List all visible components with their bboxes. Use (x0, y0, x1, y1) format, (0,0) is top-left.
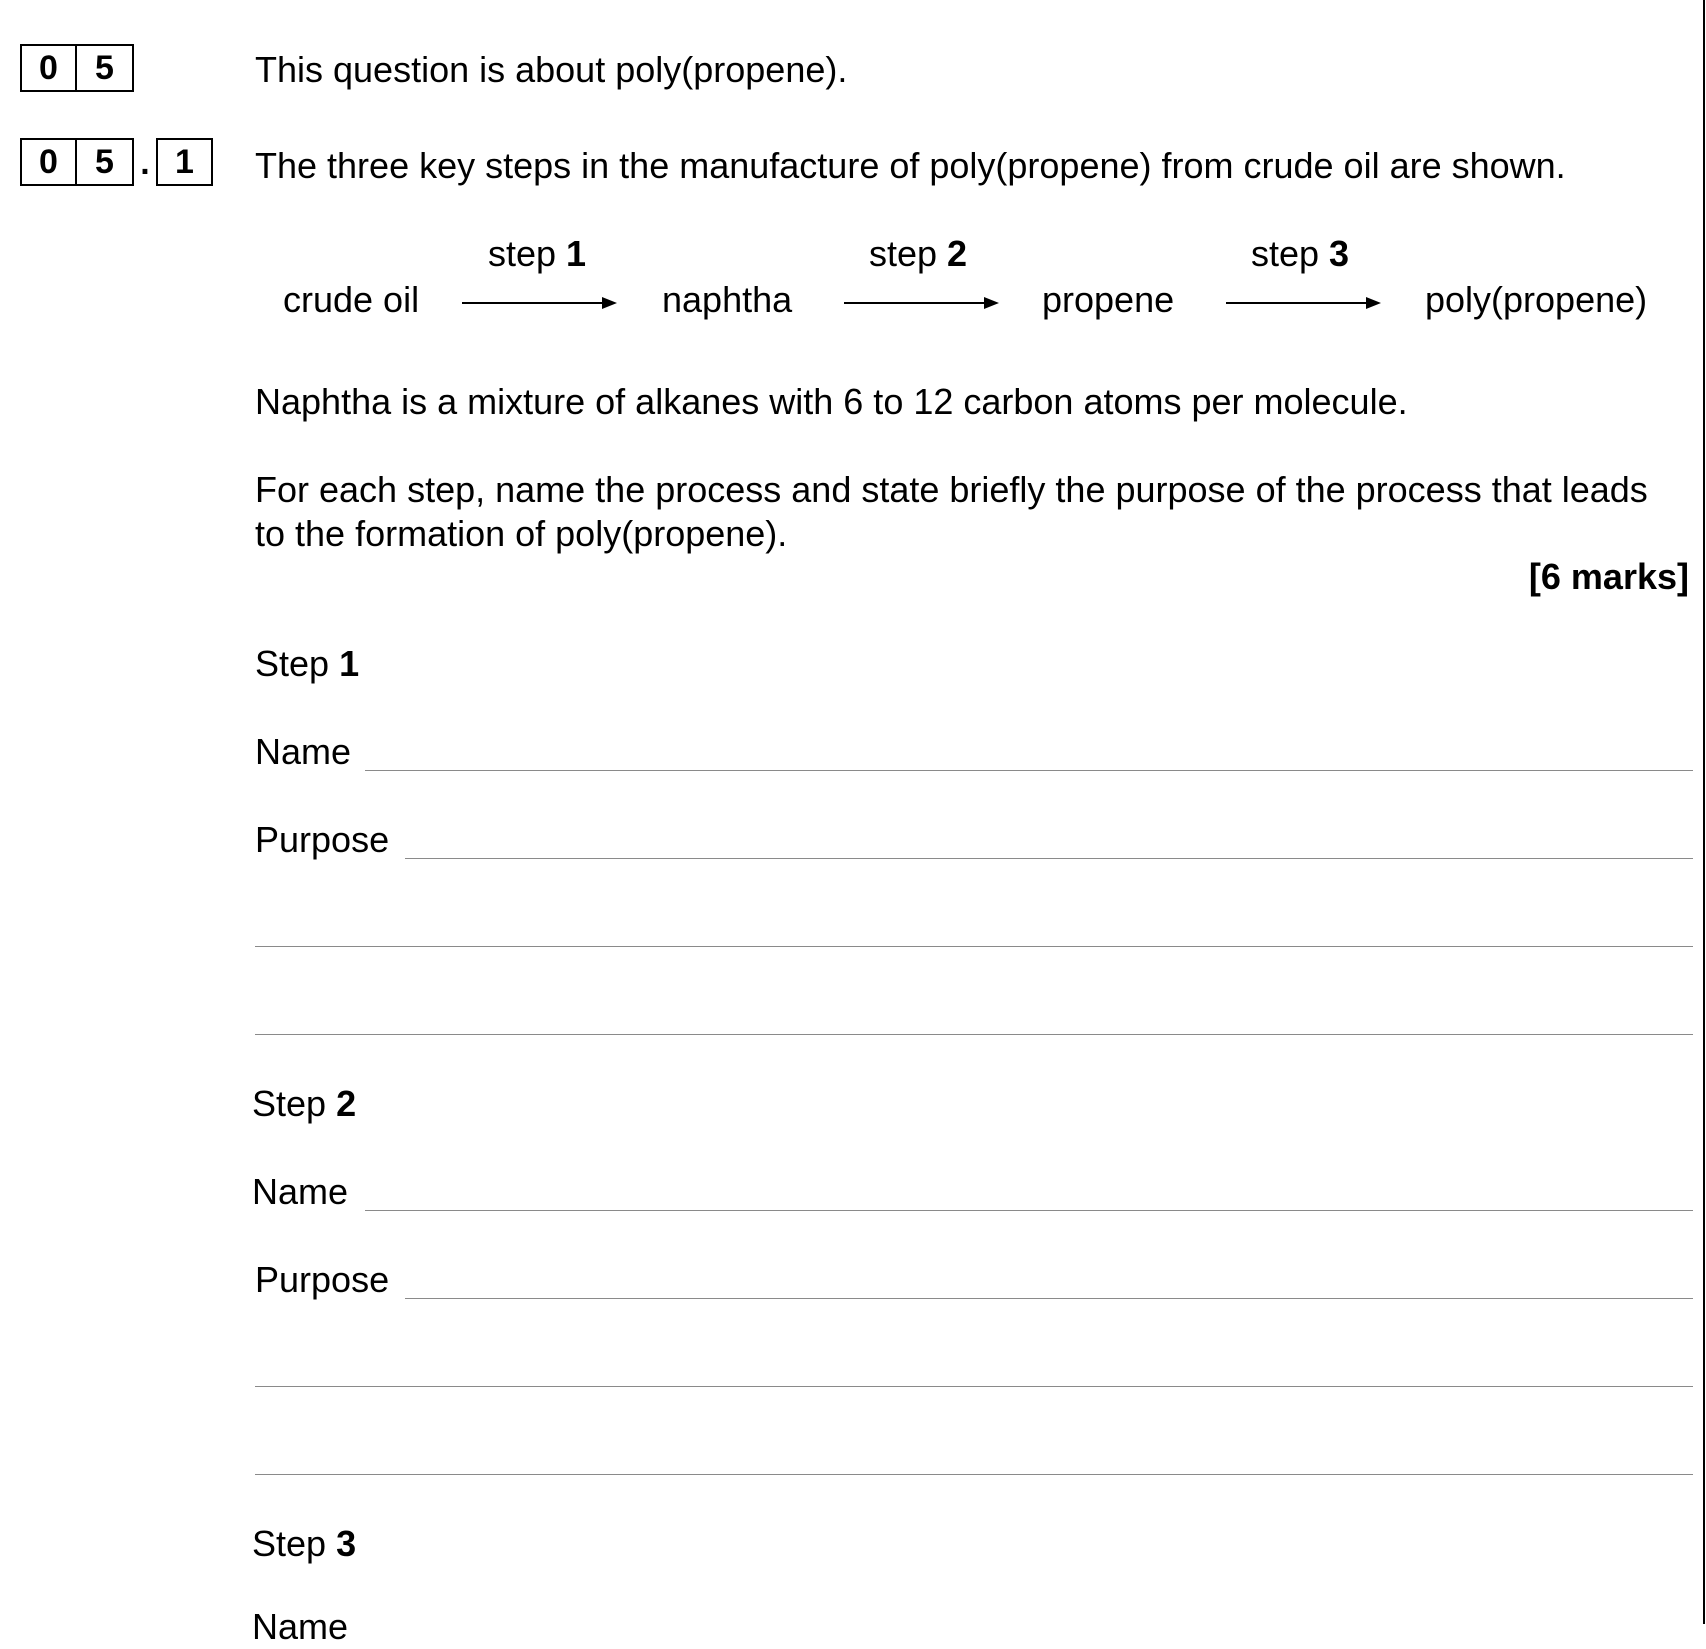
part-number-box (20, 138, 213, 188)
part-intro: The three key steps in the manufacture of poly(propene) from crude oil are shown. (255, 145, 1566, 186)
name-label: Name (252, 1171, 349, 1212)
name-label: Name (255, 731, 352, 772)
arrow-step-3-icon (1226, 296, 1381, 310)
substance-polypropene: poly(propene) (1425, 279, 1648, 320)
question-digit: 5 (77, 44, 134, 92)
purpose-answer-line[interactable] (405, 1298, 1693, 1299)
marks-label: [6 marks] (1528, 556, 1689, 597)
question-stem: This question is about poly(propene). (255, 49, 848, 90)
question-digit: 0 (20, 44, 77, 92)
arrow-step-1-icon (462, 296, 617, 310)
answer-line[interactable] (255, 1386, 1693, 1387)
purpose-label: Purpose (255, 819, 390, 860)
part-dot: . (140, 144, 150, 182)
name-answer-line[interactable] (365, 1210, 1693, 1211)
info-naphtha: Naphtha is a mixture of alkanes with 6 to 12 carbon atoms per molecule. (255, 381, 1408, 422)
purpose-label: Purpose (255, 1259, 390, 1300)
flow-step-2-label: step 2 (868, 233, 968, 274)
arrow-step-2-icon (844, 296, 999, 310)
step-heading: Step 2 (252, 1083, 357, 1124)
step-heading: Step 1 (255, 643, 360, 684)
substance-crude-oil: crude oil (283, 279, 420, 320)
page-right-border (1703, 0, 1705, 1624)
step-heading: Step 3 (252, 1523, 357, 1564)
answer-line[interactable] (255, 1474, 1693, 1475)
name-answer-line[interactable] (365, 770, 1693, 771)
answer-line[interactable] (255, 946, 1693, 947)
instruction-text: For each step, name the process and state briefly the purpose of the process that leads to the formation of poly(propene). (255, 469, 1648, 554)
answer-line[interactable] (255, 1034, 1693, 1035)
flow-step-1-label: step 1 (487, 233, 587, 274)
substance-propene: propene (1042, 279, 1175, 320)
part-digit: 5 (77, 138, 134, 186)
question-number-box (20, 44, 134, 92)
name-label: Name (252, 1606, 349, 1647)
purpose-answer-line[interactable] (405, 858, 1693, 859)
substance-naphtha: naphtha (662, 279, 793, 320)
part-digit: 0 (20, 138, 77, 186)
flow-step-3-label: step 3 (1250, 233, 1350, 274)
part-subnumber: 1 (156, 138, 213, 186)
